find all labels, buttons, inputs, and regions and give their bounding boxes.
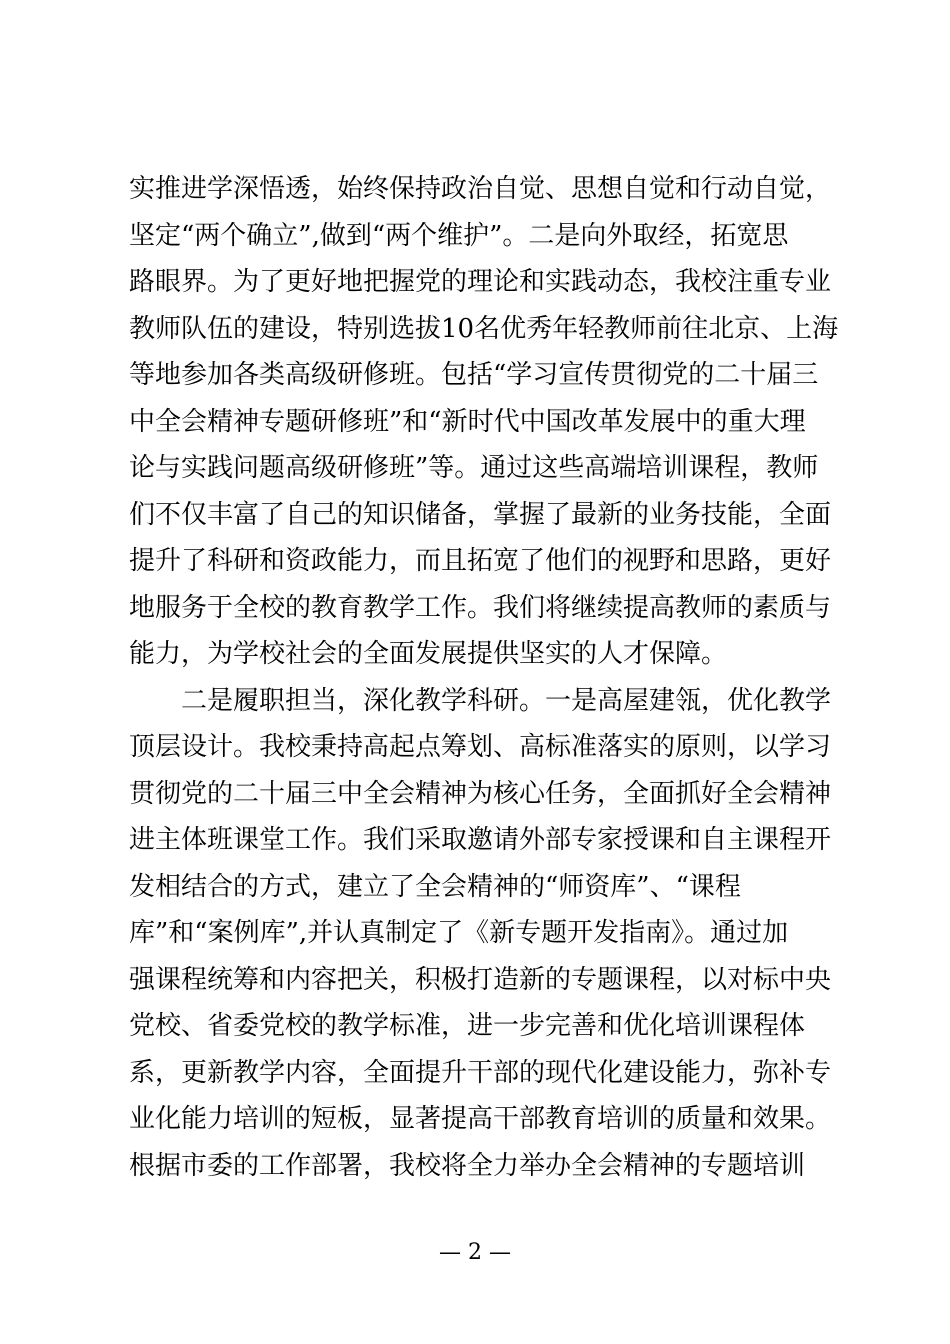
body-text <box>129 166 839 1189</box>
text-line: 业化能力培训的短板，显著提高干部教育培训的质量和效果。 <box>129 1104 832 1134</box>
text-line: 党校、省委党校的教学标准，进一步完善和优化培训课程体 <box>129 1011 806 1041</box>
text-line: 们不仅丰富了自己的知识储备，掌握了最新的业务技能，全面 <box>129 499 832 530</box>
text-line: 中全会精神专题研修班”和“新时代中国改革发展中的重大理 <box>129 406 806 437</box>
text-line: 顶层设计。我校秉持高起点筹划、高标准落实的原则，以学习 <box>129 732 832 762</box>
text-line: 实推进学深悟透，始终保持政治自觉、思想自觉和行动自觉， <box>129 174 832 204</box>
page-number: — 2 — <box>439 1240 511 1265</box>
text-line: 论与实践问题高级研修班”等。通过这些高端培训课程，教师 <box>129 453 819 483</box>
text-line: 强课程统筹和内容把关，积极打造新的专题课程，以对标中央 <box>129 964 832 995</box>
text-line: 能力，为学校社会的全面发展提供坚实的人才保障。 <box>129 639 728 669</box>
text-line: 发相结合的方式，建立了全会精神的“师资库”、“课程 <box>129 871 741 902</box>
text-line: 库”和“案例库”,并认真制定了《新专题开发指南》。通过加 <box>129 918 789 948</box>
text-line: 等地参加各类高级研修班。包括“学习宣传贯彻党的二十届三 <box>129 360 819 390</box>
text-line: 系，更新教学内容，全面提升干部的现代化建设能力，弥补专 <box>129 1057 832 1088</box>
text-line: 根据市委的工作部署，我校将全力举办全会精神的专题培训 <box>129 1150 806 1181</box>
text-line: 坚定“两个确立”,做到“两个维护”。二是向外取经，拓宽思 <box>129 220 789 251</box>
text-line: 路眼界。为了更好地把握党的理论和实践动态，我校注重专业 <box>129 267 832 297</box>
text-line: 地服务于全校的教育教学工作。我们将继续提高教师的素质与 <box>129 592 832 623</box>
text-line: 教师队伍的建设，特别选拔10名优秀年轻教师前往北京、上海 <box>129 313 839 344</box>
text-line: 提升了科研和资政能力，而且拓宽了他们的视野和思路，更好 <box>129 546 832 576</box>
text-line: 进主体班课堂工作。我们采取邀请外部专家授课和自主课程开 <box>129 825 832 855</box>
text-line: 贯彻党的二十届三中全会精神为核心任务，全面抓好全会精神 <box>129 778 832 809</box>
paragraph-start-line: 二是履职担当，深化教学科研。一是高屋建瓴，优化教学 <box>181 685 832 716</box>
